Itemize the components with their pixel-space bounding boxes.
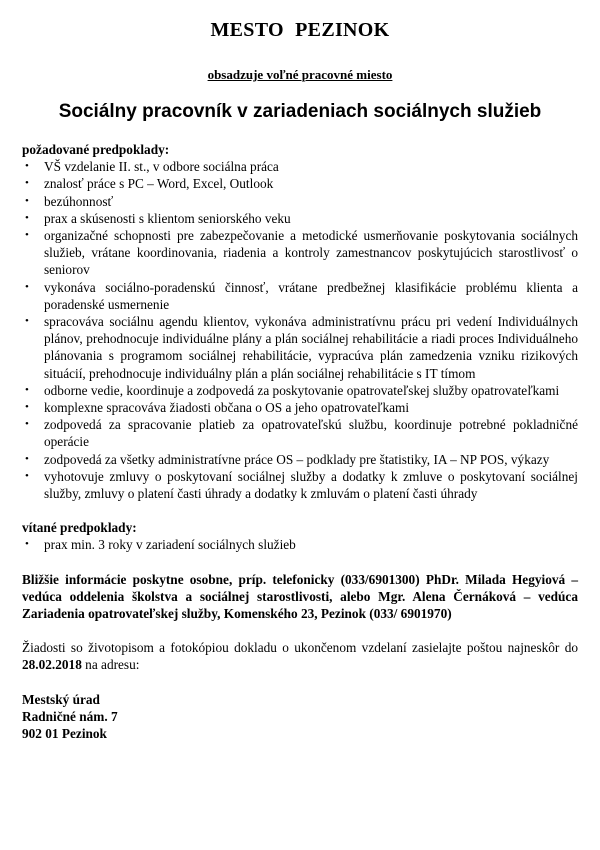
bullet-icon: •	[25, 469, 29, 482]
spacer	[22, 502, 578, 519]
list-item: • VŠ vzdelanie II. st., v odbore sociálna práca	[25, 159, 279, 175]
bullet-icon: •	[25, 401, 29, 414]
list-item: • prax a skúsenosti s klientom seniorského veku	[25, 210, 291, 226]
bullet-icon: •	[25, 383, 29, 396]
bullet-icon: •	[25, 418, 29, 431]
bullet-icon: •	[25, 280, 29, 293]
list-item: • vyhotovuje zmluvy o poskytovaní sociálnej služby a dodatky k zmluve o poskytovaní sociálnej služby, zmluvy o platení časti úhrady a dodatky k zmluvám o platení časti úhrady	[25, 468, 578, 502]
spacer	[22, 622, 578, 639]
contact-info: Bližšie informácie poskytne osobne, príp. telefonicky (033/6901300) PhDr. Milada Hegyiová – vedúca oddelenia školstva a sociálnej starostlivosti, alebo Mgr. Alena Černáková – vedúca Zariadenia opatrovateľskej služby, Komenského 23, Pezinok (033/ 6901970)	[22, 571, 578, 622]
address-line-2: Radničné nám. 7	[22, 708, 118, 724]
requirements-heading: požadované predpoklady:	[22, 142, 170, 157]
posting-subtitle: obsadzuje voľné pracovné miesto	[207, 67, 393, 82]
deadline-date: 28.02.2018	[22, 657, 82, 673]
bullet-icon: •	[25, 211, 29, 224]
list-item: • organizačné schopnosti pre zabezpečovanie a metodické usmerňovanie poskytovania sociálnych služieb, vrátane koordinovania, riadenia a kontroly zamestnancov poskytujúcich starostlivosť o seniorov	[25, 228, 578, 278]
list-item: • spracováva sociálnu agendu klientov, vykonáva administratívnu prácu pri vedení Individuálnych plánov, prehodnocuje individuálne plány a plán sociálnej rehabilitácie a riadi proces Individuálneho plánovania s programom sociálnej rehabilitácie, vypracúva plán zamedzenia vzniku rizikových situácií, prehodnocuje individuálny plán a plán sociálnej rehabilitácie s IT tímom	[25, 314, 578, 381]
preferred-heading: vítané predpoklady:	[22, 520, 137, 536]
requirements-list	[22, 158, 578, 502]
bullet-icon: •	[25, 315, 29, 328]
org-title: MESTO PEZINOK	[210, 19, 390, 41]
bullet-icon: •	[25, 194, 29, 207]
posting-content	[22, 141, 578, 742]
bullet-icon: •	[25, 452, 29, 465]
list-item: • zodpovedá za spracovanie platieb za opatrovateľskú službu, koordinuje potrebné pokladničné operácie	[25, 417, 578, 450]
bullet-icon: •	[25, 538, 29, 551]
list-item: • vykonáva sociálno-poradenskú činnosť, vrátane predbežnej klasifikácie problému klienta a poradenské usmernenie	[25, 279, 578, 312]
bullet-icon: •	[25, 160, 29, 173]
application-instructions: Žiadosti so životopisom a fotokópiou dokladu o ukončenom vzdelaní zasielajte poštou najneskôr do 28.02.2018 na adresu:	[22, 640, 578, 673]
list-item: • zodpovedá za všetky administratívne práce OS – podklady pre štatistiky, IA – NP POS, výkazy	[25, 451, 550, 467]
preferred-list	[22, 536, 578, 553]
bullet-icon: •	[25, 229, 29, 242]
list-item: • odborne vedie, koordinuje a zodpovedá za poskytovanie opatrovateľskej služby opatrovateľkami	[25, 382, 560, 398]
list-item: • znalosť práce s PC – Word, Excel, Outlook	[25, 176, 274, 192]
list-item: • bezúhonnosť	[25, 193, 114, 209]
spacer	[22, 674, 578, 691]
job-title: Sociálny pracovník v zariadeniach sociálnych služieb	[58, 101, 542, 122]
address-line-3: 902 01 Pezinok	[22, 726, 107, 742]
address-line-1: Mestský úrad	[22, 691, 100, 707]
list-item: • komplexne spracováva žiadosti občana o OS a jeho opatrovateľkami	[25, 400, 410, 416]
list-item: • prax min. 3 roky v zariadení sociálnych služieb	[25, 537, 296, 553]
bullet-icon: •	[25, 177, 29, 190]
spacer	[22, 554, 578, 571]
